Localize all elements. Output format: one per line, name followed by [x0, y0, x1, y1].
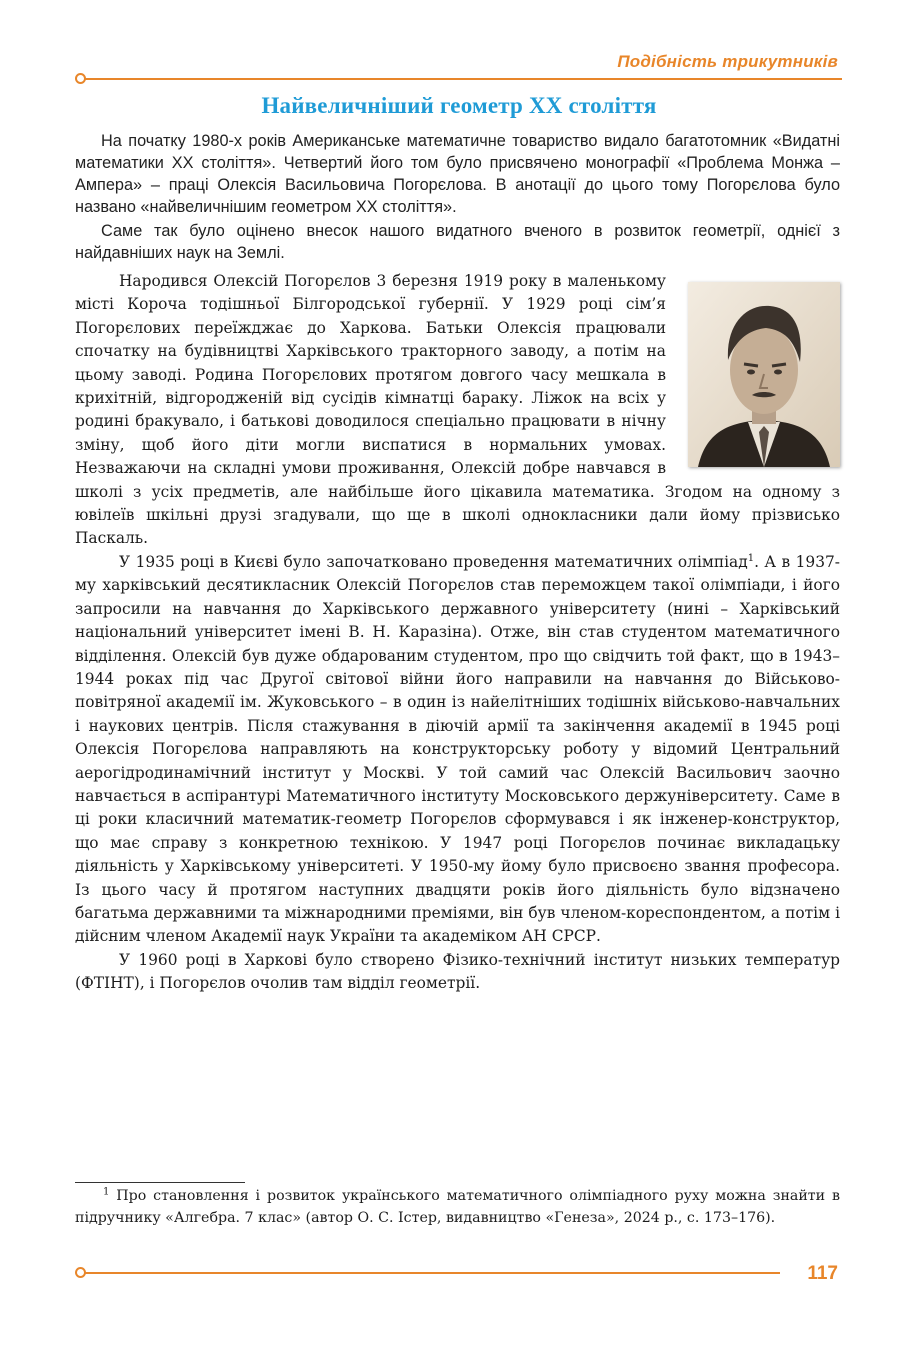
body-paragraph-1-text: Народився Олексій Погорєлов 3 березня 1919 року в маленькому місті Короча тодішньої Білгородської губернії. У 1929 році сім’я Погорєлових переїжджає до Харкова. Батьки Олексія працювали спочатку на будівництві Харківського тракторного заводу, а потім на цьому заводі. Родина Погорєлових протягом довгого часу мешкала в крихітній, відгородженій від сусідів кімнатці бараку. Ліжок на всіх у родині бракувало, і батькові доводилося спеціально працювати в нічну зміну, щоб його діти могли виспатися в нормальних умовах. Незважаючи на складні умови проживання, Олексій добре навчався в школі з усіх предметів, але найбільше його цікавила математика. Згодом на одному з ювілеїв шкільні друзі згадували, що ще в школі однокласники дали йому прізвисько Паскаль.: [75, 272, 840, 548]
article-body: [75, 270, 840, 996]
intro-paragraph: Саме так було оцінено внесок нашого видатного вченого в розвиток геометрії, однієї з найдавніших наук на Землі.: [75, 222, 840, 262]
page-title: Найвеличніший геометр XX століття: [261, 93, 657, 118]
header-rule-circle: [75, 73, 86, 84]
section-title: Подібність трикутників: [617, 52, 838, 71]
body-paragraph-1: [75, 270, 840, 551]
footer-rule: [80, 1272, 780, 1274]
body-paragraph-2-start: У 1935 році в Києві було започатковано проведення математичних олімпіад: [119, 552, 748, 571]
footnote: [75, 1186, 840, 1229]
page-number: 117: [807, 1263, 838, 1284]
header-rule: [80, 78, 842, 80]
body-paragraph-3: У 1960 році в Харкові було створено Фізико-технічний інститут низьких температур (ФТІНТ), і Погорєлов очолив там відділ геометрії.: [75, 950, 840, 993]
intro-block: [75, 130, 840, 264]
body-paragraph-2: [75, 551, 840, 949]
body-paragraph-2-rest: . А в 1937-му харківський десятикласник Олексій Погорєлов став переможцем такої олімпіади, і його запросили на навчання до Харківського державного університету (нині – Харківський національний університет імені В. Н. Каразіна). Отже, він став студентом математичного відділення. Олексій був дуже обдарованим студентом, про що свідчить той факт, що в 1943–1944 роках під час Другої світової війни його направили на навчання до Військово-повітряної академії ім. Жуковського – в один із найелітніших тодішніх військово-навчальних і наукових центрів. Після стажування в діючій армії та закінчення академії в 1945 році Олексія Погорєлова направляють на конструкторську роботу у відомий Центральний аерогідродинамічний інститут у Москві. У той самий час Олексій Васильович заочно навчається в аспірантурі Математичного інституту Московського держуніверситету. Саме в ці роки класичний математик-геометр Погорєлов сформувався і як інженер-конструктор, що має справу з конкретною технікою. У 1947 році Погорєлов починає викладацьку діяльність у Харківському університеті. У 1950-му йому було присвоєно звання професора. Із цього часу й протягом наступних двадцяти років його діяльність було відзначено багатьма державними та міжнародними преміями, він був членом-кореспондентом, а потім і дійсним членом Академії наук України та академіком АН СРСР.: [75, 552, 840, 946]
footnote-reference[interactable]: 1: [747, 552, 755, 564]
portrait-photo: [688, 282, 840, 467]
footnote-divider: [75, 1182, 245, 1183]
footer-rule-circle: [75, 1267, 86, 1278]
footnote-text: Про становлення і розвиток українського математичного олімпіадного руху можна знайти в підручнику «Алгебра. 7 клас» (автор О. С. Істер, видавництво «Генеза», 2024 р., с. 173–176).: [75, 1188, 840, 1226]
intro-paragraph: На початку 1980-х років Американське математичне товариство видало багатотомник «Видатні математики XX століття». Четвертий його том було присвячено монографії «Проблема Монжа – Ампера» – праці Олексія Васильовича Погорєлова. В анотації до цього тому Погорєлова було названо «найвеличнішим геометром XX століття».: [75, 132, 840, 216]
footnote-mark: 1: [103, 1186, 110, 1198]
